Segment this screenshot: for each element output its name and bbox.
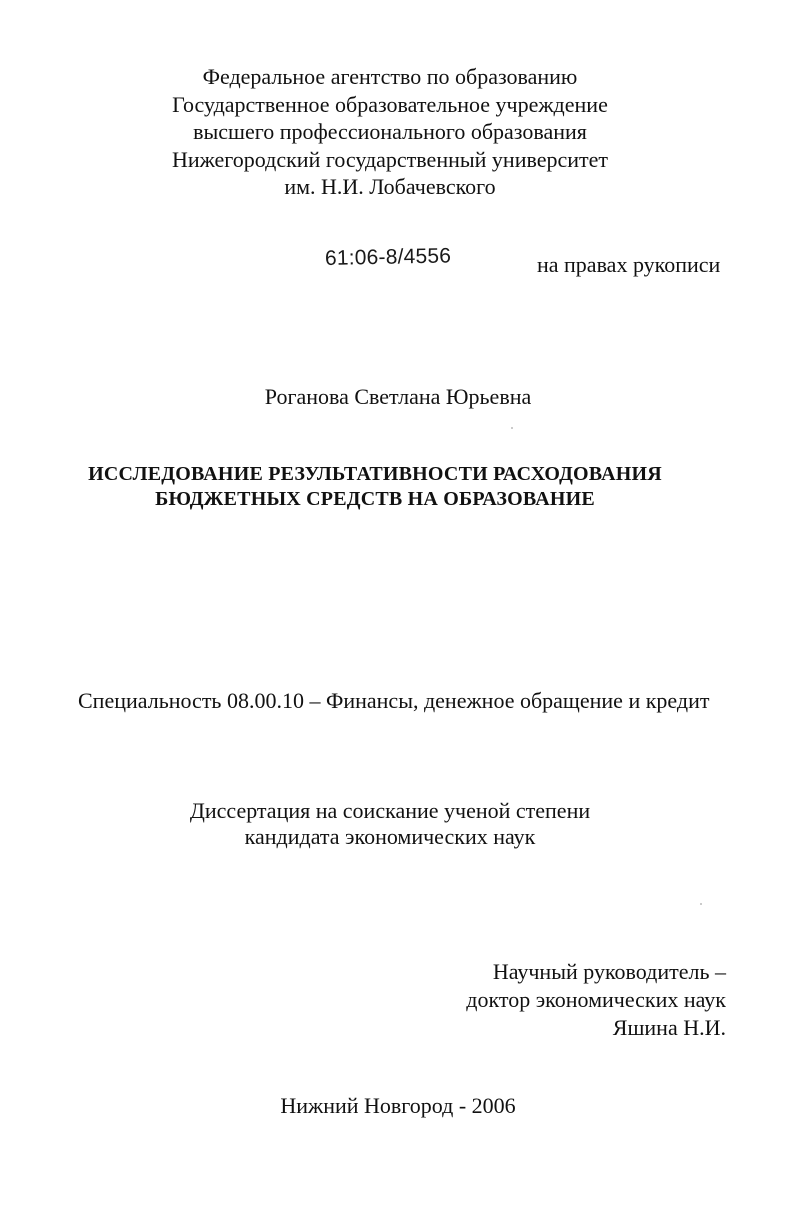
header-line-institution-type: Государственное образовательное учреждение	[172, 91, 608, 117]
specialty-line: Специальность 08.00.10 – Финансы, денежное обращение и кредит	[78, 688, 710, 713]
header-line-education-level: высшего профессионального образования	[193, 119, 587, 144]
title-line-2: БЮДЖЕТНЫХ СРЕДСТВ НА ОБРАЗОВАНИЕ	[155, 488, 595, 510]
title-line-1: ИССЛЕДОВАНИЕ РЕЗУЛЬТАТИВНОСТИ РАСХОДОВАНИЯ	[88, 463, 662, 485]
institution-header	[80, 63, 700, 201]
dissertation-title	[60, 462, 690, 512]
degree-line-1: Диссертация на соискание ученой степени	[189, 798, 591, 823]
supervisor-role: Научный руководитель –	[492, 959, 726, 984]
degree-line-2: кандидата экономических наук	[244, 824, 536, 849]
library-stamp-number: 61:06-8/4556	[324, 244, 452, 270]
scan-speck	[700, 903, 702, 905]
author-name: Роганова Светлана Юрьевна	[264, 384, 532, 409]
header-line-agency: Федеральное агентство по образованию	[202, 64, 578, 89]
header-line-named-after: им. Н.И. Лобачевского	[284, 174, 496, 199]
supervisor-block	[466, 958, 726, 1042]
supervisor-name: Яшина Н.И.	[612, 1015, 726, 1040]
header-line-university: Нижегородский государственный университет	[171, 146, 609, 172]
supervisor-degree: доктор экономических наук	[466, 987, 726, 1012]
degree-statement	[80, 798, 700, 850]
rights-note: на правах рукописи	[537, 252, 721, 277]
city-year: Нижний Новгород - 2006	[280, 1093, 516, 1118]
scan-speck	[511, 427, 513, 429]
